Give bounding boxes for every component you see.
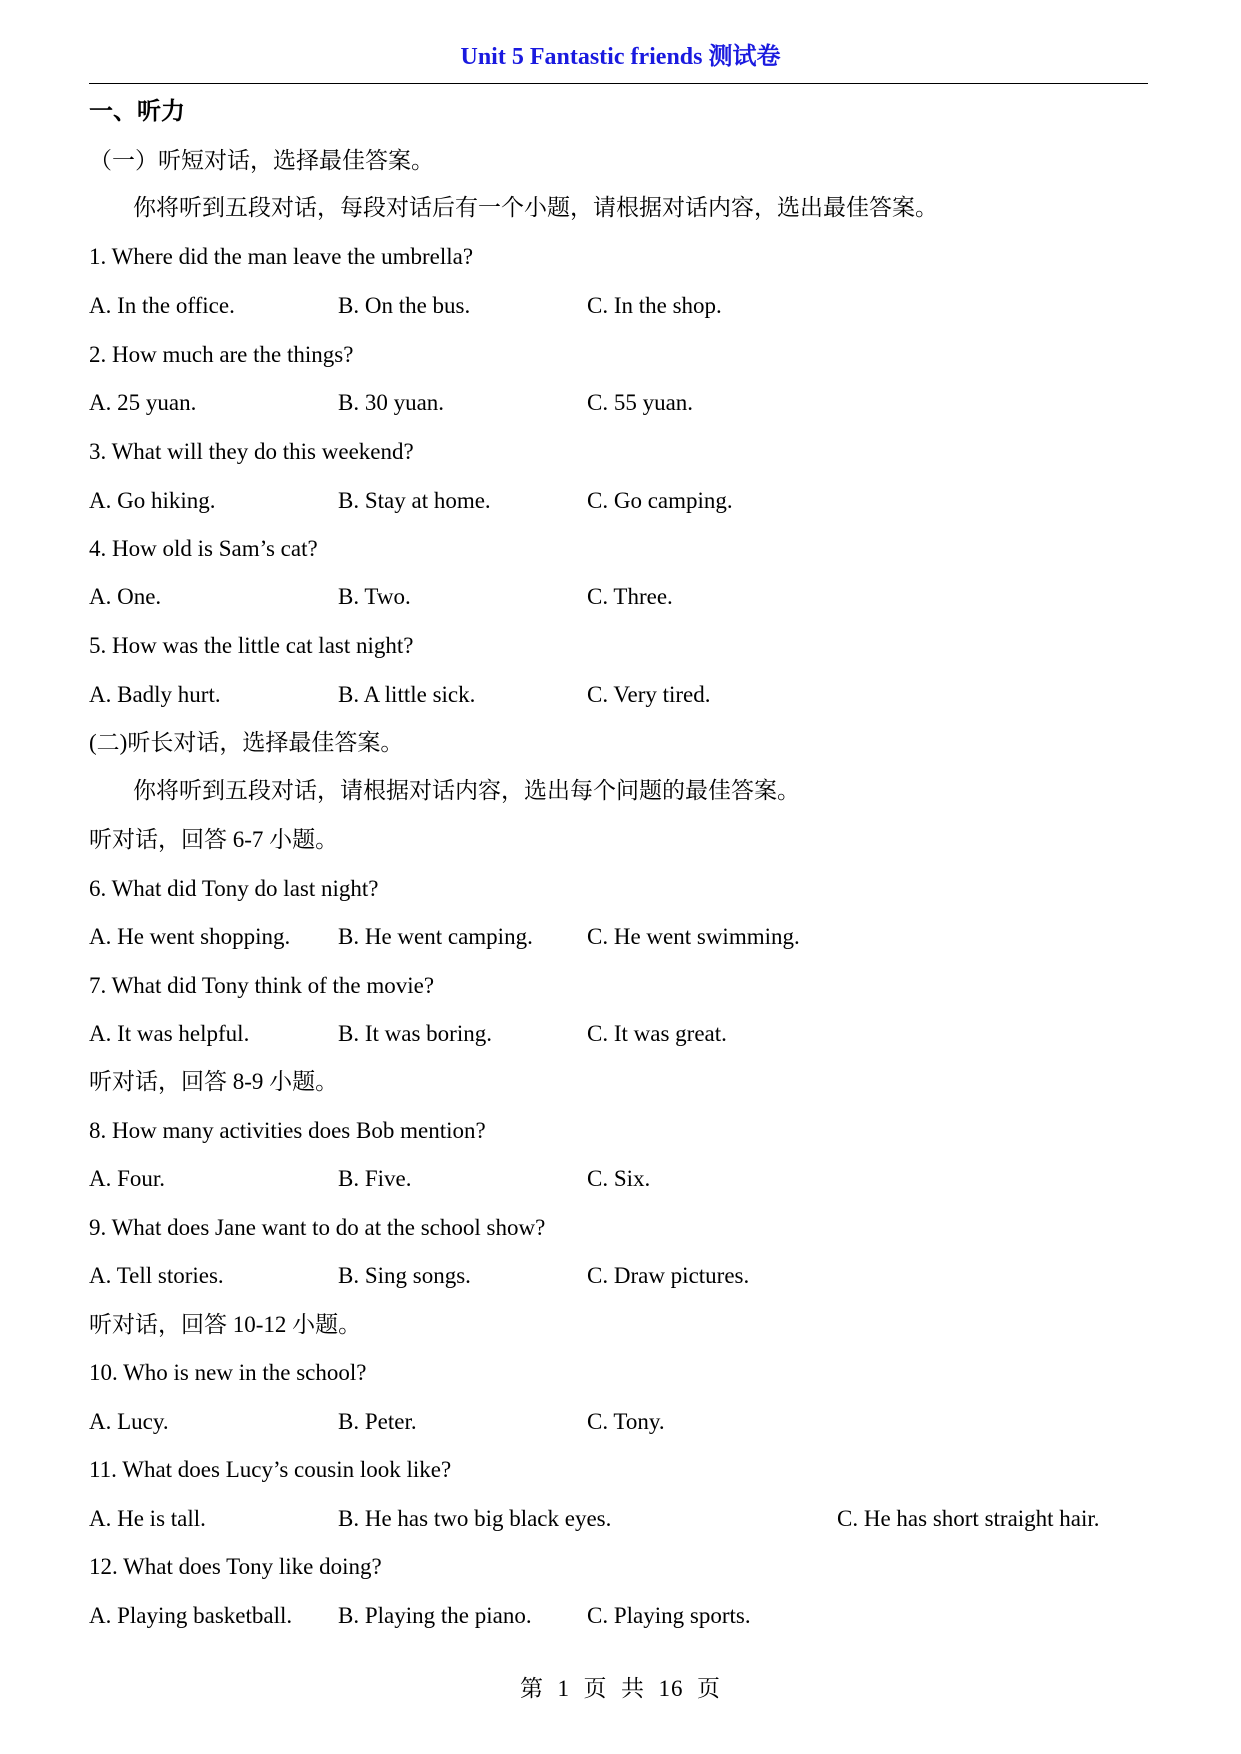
question-2-option-b: B. 30 yuan. (338, 390, 445, 415)
question-8: 8. How many activities does Bob mention? (89, 1118, 486, 1143)
question-11-option-b: B. He has two big black eyes. (338, 1506, 612, 1531)
page-number: 第 1 页 共 16 页 (520, 1676, 721, 1701)
header-divider (89, 83, 1148, 84)
question-2-option-a: A. 25 yuan. (89, 390, 197, 415)
question-9-option-a: A. Tell stories. (89, 1263, 224, 1288)
question-8-option-b: B. Five. (338, 1166, 412, 1191)
question-11-option-c: C. He has short straight hair. (837, 1506, 1100, 1531)
question-6-option-b: B. He went camping. (338, 924, 533, 949)
group-10-12-heading: 听对话，回答 10-12 小题。 (89, 1312, 362, 1337)
question-5-option-c: C. Very tired. (587, 682, 711, 707)
part2-title: (二)听长对话，选择最佳答案。 (89, 730, 404, 755)
question-7-option-b: B. It was boring. (338, 1021, 492, 1046)
question-11: 11. What does Lucy’s cousin look like? (89, 1457, 452, 1482)
group-6-7-heading: 听对话，回答 6-7 小题。 (89, 827, 339, 852)
question-11-option-a: A. He is tall. (89, 1506, 206, 1531)
question-4-option-a: A. One. (89, 584, 162, 609)
question-9-option-c: C. Draw pictures. (587, 1263, 750, 1288)
question-12-option-c: C. Playing sports. (587, 1603, 751, 1628)
group-8-9-heading: 听对话，回答 8-9 小题。 (89, 1069, 339, 1094)
question-1: 1. Where did the man leave the umbrella? (89, 244, 474, 269)
question-7: 7. What did Tony think of the movie? (89, 973, 435, 998)
question-10-option-c: C. Tony. (587, 1409, 665, 1434)
question-6: 6. What did Tony do last night? (89, 876, 379, 901)
question-3-option-c: C. Go camping. (587, 488, 733, 513)
section-title: 一、听力 (89, 99, 185, 125)
question-4-option-c: C. Three. (587, 584, 673, 609)
question-10-option-b: B. Peter. (338, 1409, 417, 1434)
question-2: 2. How much are the things? (89, 342, 354, 367)
question-8-option-c: C. Six. (587, 1166, 651, 1191)
part1-instruction: 你将听到五段对话，每段对话后有一个小题，请根据对话内容，选出最佳答案。 (133, 195, 938, 220)
question-7-option-c: C. It was great. (587, 1021, 727, 1046)
question-1-option-a: A. In the office. (89, 293, 235, 318)
question-12-option-b: B. Playing the piano. (338, 1603, 532, 1628)
question-7-option-a: A. It was helpful. (89, 1021, 250, 1046)
question-3-option-a: A. Go hiking. (89, 488, 216, 513)
question-4-option-b: B. Two. (338, 584, 411, 609)
question-10-option-a: A. Lucy. (89, 1409, 169, 1434)
part1-title: （一）听短对话，选择最佳答案。 (89, 148, 434, 173)
question-5-option-b: B. A little sick. (338, 682, 476, 707)
question-5-option-a: A. Badly hurt. (89, 682, 221, 707)
question-9: 9. What does Jane want to do at the school show? (89, 1215, 546, 1240)
part2-instruction: 你将听到五段对话，请根据对话内容，选出每个问题的最佳答案。 (133, 778, 800, 803)
question-5: 5. How was the little cat last night? (89, 633, 414, 658)
question-6-option-c: C. He went swimming. (587, 924, 800, 949)
question-4: 4. How old is Sam’s cat? (89, 536, 318, 561)
question-12: 12. What does Tony like doing? (89, 1554, 382, 1579)
question-3: 3. What will they do this weekend? (89, 439, 414, 464)
question-8-option-a: A. Four. (89, 1166, 166, 1191)
question-9-option-b: B. Sing songs. (338, 1263, 471, 1288)
question-1-option-b: B. On the bus. (338, 293, 471, 318)
question-1-option-c: C. In the shop. (587, 293, 722, 318)
question-2-option-c: C. 55 yuan. (587, 390, 694, 415)
question-3-option-b: B. Stay at home. (338, 488, 491, 513)
question-6-option-a: A. He went shopping. (89, 924, 291, 949)
document-title: Unit 5 Fantastic friends 测试卷 (460, 44, 781, 70)
question-12-option-a: A. Playing basketball. (89, 1603, 293, 1628)
question-10: 10. Who is new in the school? (89, 1360, 367, 1385)
